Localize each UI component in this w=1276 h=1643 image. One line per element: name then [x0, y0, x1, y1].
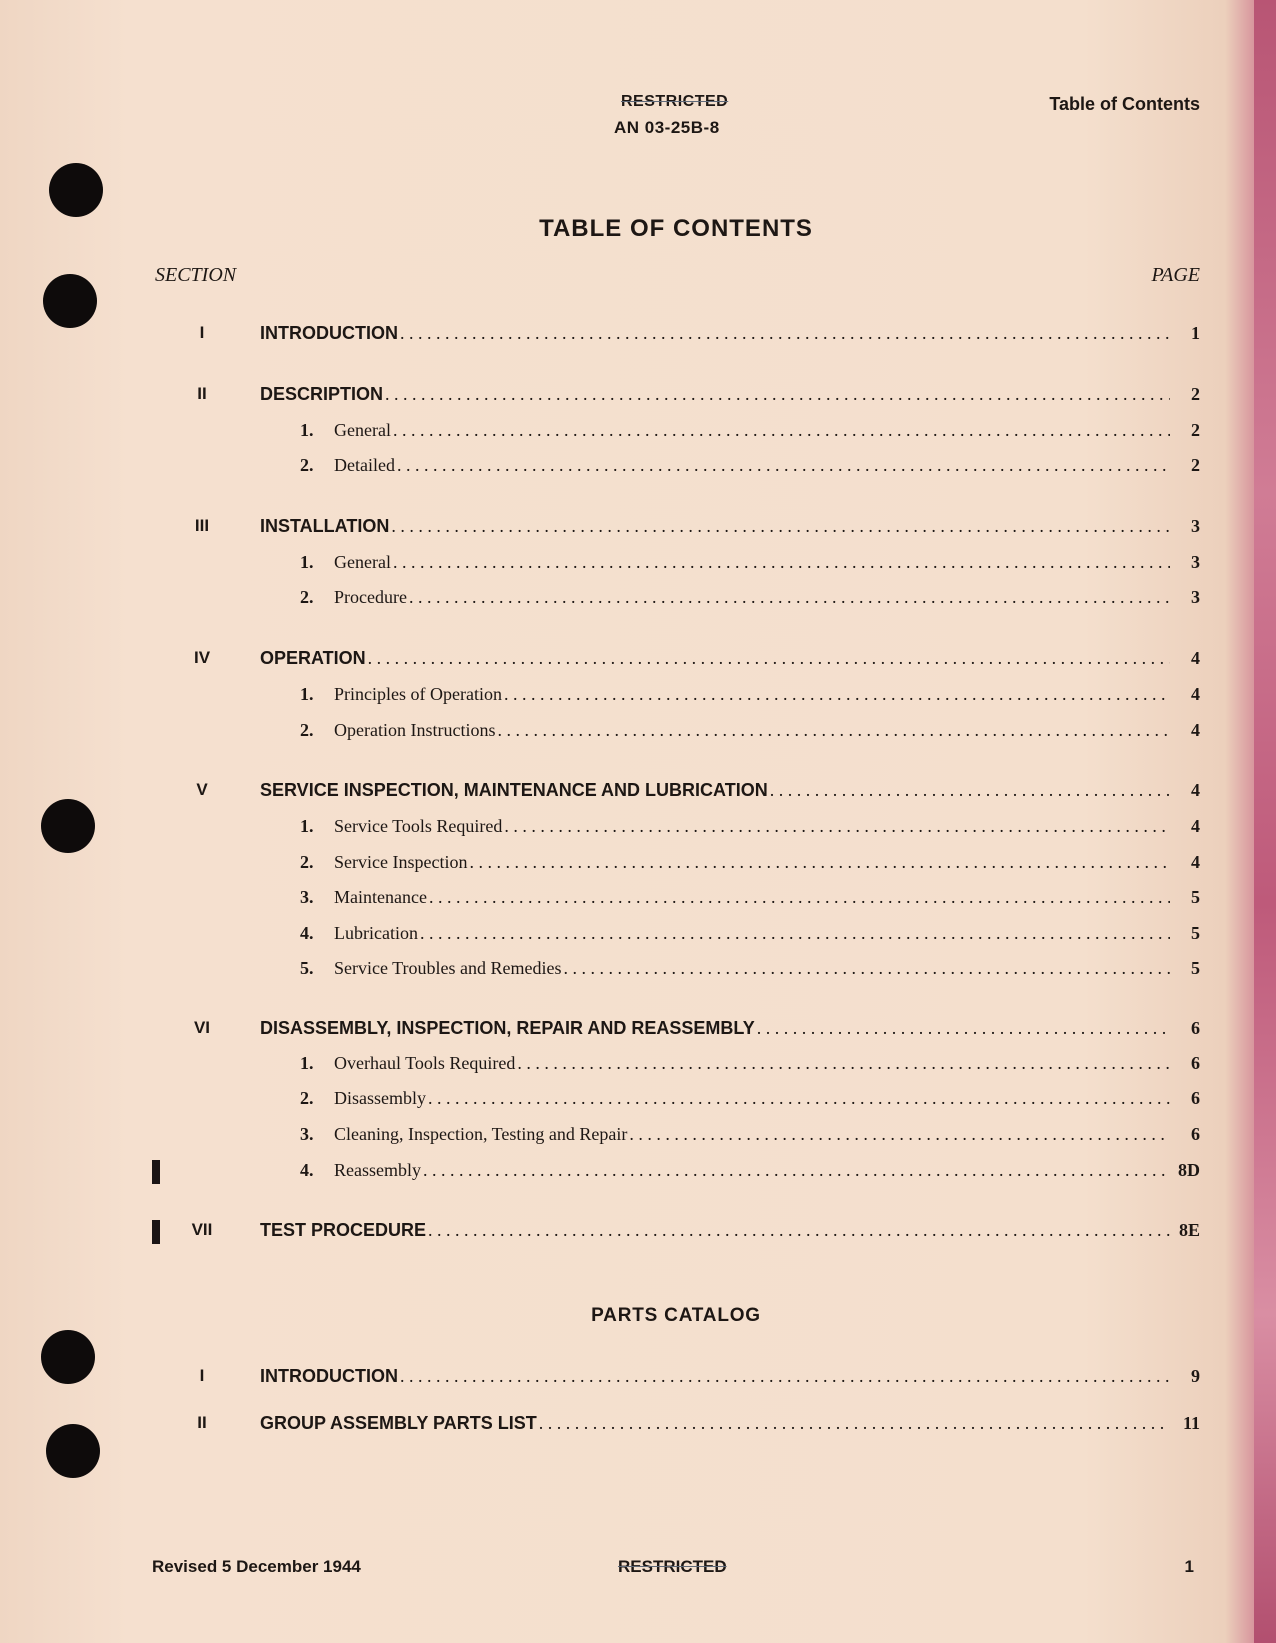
page-number: 1 — [1184, 1557, 1194, 1576]
subsection-title: General — [334, 420, 391, 440]
section-title: SERVICE INSPECTION, MAINTENANCE AND LUBRICATION — [260, 780, 768, 800]
toc-section-row — [0, 516, 1276, 540]
section-title: DISASSEMBLY, INSPECTION, REPAIR AND REASSEMBLY — [260, 1018, 755, 1038]
toc-subsection-row — [0, 1160, 1276, 1184]
toc-subsection-row — [0, 587, 1276, 611]
page-ref: 4 — [1191, 780, 1200, 800]
dot-leader — [563, 958, 1170, 979]
dot-leader — [400, 323, 1170, 344]
subsection-title: Maintenance — [334, 887, 427, 907]
dot-leader — [629, 1124, 1170, 1145]
section-number: VI — [193, 1018, 211, 1037]
toc-subsection-row — [0, 1088, 1276, 1112]
document-number: AN 03-25B-8 — [614, 118, 720, 137]
toc-subsection-row — [0, 420, 1276, 444]
section-title: TEST PROCEDURE — [260, 1220, 427, 1240]
section-title: OPERATION — [260, 648, 366, 668]
toc-subsection-row — [0, 552, 1276, 576]
subsection-number: 4. — [300, 923, 314, 943]
dot-leader — [400, 1366, 1170, 1387]
subsection-number: 1. — [300, 684, 314, 704]
page-ref: 2 — [1191, 384, 1200, 404]
toc-subsection-row — [0, 1124, 1276, 1148]
page-ref: 2 — [1191, 420, 1200, 440]
subsection-number: 1. — [300, 420, 314, 440]
subsection-title: Service Inspection — [334, 852, 468, 872]
parts-catalog-heading: PARTS CATALOG — [591, 1305, 761, 1326]
subsection-title: General — [334, 552, 391, 572]
page-ref: 5 — [1191, 887, 1200, 907]
page-ref: 5 — [1191, 923, 1200, 943]
section-column-header: SECTION — [155, 264, 237, 286]
section-number: II — [197, 384, 207, 403]
subsection-number: 3. — [300, 887, 314, 907]
page-ref: 6 — [1191, 1053, 1200, 1073]
page-ref: 3 — [1191, 587, 1200, 607]
toc-subsection-row — [0, 1053, 1276, 1077]
toc-subsection-row — [0, 684, 1276, 708]
section-number: VII — [191, 1220, 213, 1239]
subsection-title: Overhaul Tools Required — [334, 1053, 516, 1073]
dot-leader — [391, 516, 1170, 537]
toc-subsection-row — [0, 852, 1276, 876]
binder-hole — [43, 274, 97, 328]
dot-leader — [469, 852, 1170, 873]
running-header: Table of Contents — [1049, 94, 1200, 114]
page-ref: 8E — [1178, 1220, 1200, 1240]
subsection-number: 1. — [300, 816, 314, 836]
subsection-title: Service Troubles and Remedies — [334, 958, 562, 978]
dot-leader — [397, 455, 1170, 476]
page-column-header: PAGE — [1151, 264, 1200, 286]
subsection-title: Principles of Operation — [334, 684, 502, 704]
page-ref: 4 — [1191, 684, 1200, 704]
dot-leader — [428, 1220, 1170, 1241]
section-number: III — [194, 516, 210, 535]
subsection-number: 4. — [300, 1160, 314, 1180]
section-title: INTRODUCTION — [260, 323, 398, 343]
page-ref: 6 — [1191, 1088, 1200, 1108]
page-ref: 1 — [1191, 323, 1200, 343]
restricted-stamp: RESTRICTED — [621, 93, 729, 110]
toc-subsection-row — [0, 887, 1276, 911]
page-ref: 4 — [1191, 852, 1200, 872]
toc-section-row — [0, 323, 1276, 347]
subsection-number: 1. — [300, 552, 314, 572]
page-ref: 4 — [1191, 816, 1200, 836]
section-title: INSTALLATION — [260, 516, 390, 536]
subsection-title: Reassembly — [334, 1160, 421, 1180]
dot-leader — [539, 1413, 1170, 1434]
section-number: II — [197, 1413, 207, 1432]
section-number: IV — [193, 648, 211, 667]
dot-leader — [385, 384, 1170, 405]
dot-leader — [770, 780, 1170, 801]
section-title: DESCRIPTION — [260, 384, 384, 404]
dot-leader — [757, 1018, 1170, 1039]
subsection-number: 5. — [300, 958, 314, 978]
page-ref: 3 — [1191, 552, 1200, 572]
toc-subsection-row — [0, 816, 1276, 840]
page-ref: 4 — [1191, 648, 1200, 668]
dot-leader — [504, 684, 1170, 705]
dot-leader — [429, 887, 1170, 908]
dot-leader — [368, 648, 1170, 669]
binder-hole — [49, 163, 103, 217]
subsection-number: 1. — [300, 1053, 314, 1073]
section-number: I — [199, 1366, 205, 1385]
subsection-title: Detailed — [334, 455, 395, 475]
subsection-title: Service Tools Required — [334, 816, 503, 836]
toc-section-row — [0, 648, 1276, 672]
page-ref: 8D — [1178, 1160, 1200, 1180]
toc-section-row — [0, 1220, 1276, 1244]
dot-leader — [393, 552, 1170, 573]
subsection-number: 2. — [300, 720, 314, 740]
subsection-number: 2. — [300, 587, 314, 607]
subsection-title: Cleaning, Inspection, Testing and Repair — [334, 1124, 628, 1144]
dot-leader — [497, 720, 1170, 741]
dot-leader — [420, 923, 1170, 944]
subsection-number: 2. — [300, 1088, 314, 1108]
change-bar — [152, 1160, 160, 1184]
toc-section-row — [0, 384, 1276, 408]
page-ref: 4 — [1191, 720, 1200, 740]
revision-date: Revised 5 December 1944 — [152, 1557, 361, 1576]
toc-section-row — [0, 1413, 1276, 1437]
subsection-number: 2. — [300, 852, 314, 872]
change-bar — [152, 1220, 160, 1244]
toc-subsection-row — [0, 720, 1276, 744]
section-number: I — [199, 323, 205, 342]
page-ref: 9 — [1191, 1366, 1200, 1386]
subsection-title: Lubrication — [334, 923, 418, 943]
toc-subsection-row — [0, 455, 1276, 479]
toc-section-row — [0, 1018, 1276, 1042]
dot-leader — [409, 587, 1170, 608]
toc-section-row — [0, 780, 1276, 804]
subsection-title: Procedure — [334, 587, 407, 607]
section-number: V — [196, 780, 208, 799]
subsection-number: 3. — [300, 1124, 314, 1144]
toc-subsection-row — [0, 958, 1276, 982]
dot-leader — [504, 816, 1170, 837]
page-ref: 6 — [1191, 1124, 1200, 1144]
dot-leader — [423, 1160, 1170, 1181]
subsection-number: 2. — [300, 455, 314, 475]
section-title: INTRODUCTION — [260, 1366, 398, 1386]
page-title: TABLE OF CONTENTS — [539, 215, 813, 242]
toc-subsection-row — [0, 923, 1276, 947]
page-ref: 11 — [1182, 1413, 1200, 1433]
page-ref: 3 — [1191, 516, 1200, 536]
dot-leader — [428, 1088, 1170, 1109]
page-ref: 2 — [1191, 455, 1200, 475]
page-ref: 6 — [1191, 1018, 1200, 1038]
toc-section-row — [0, 1366, 1276, 1390]
dot-leader — [393, 420, 1170, 441]
section-title: GROUP ASSEMBLY PARTS LIST — [260, 1413, 537, 1433]
page-ref: 5 — [1191, 958, 1200, 978]
restricted-stamp-footer: RESTRICTED — [618, 1557, 727, 1576]
subsection-title: Disassembly — [334, 1088, 426, 1108]
subsection-title: Operation Instructions — [334, 720, 496, 740]
dot-leader — [517, 1053, 1170, 1074]
